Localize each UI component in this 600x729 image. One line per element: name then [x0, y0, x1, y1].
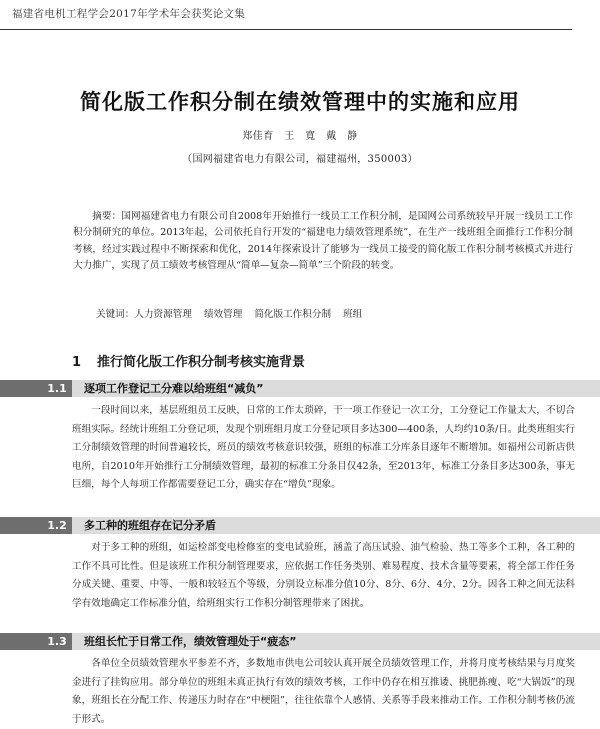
keywords-label: 关键词：	[96, 309, 135, 320]
subsection-number-block	[0, 380, 72, 397]
subsection-heading-1-3	[0, 633, 600, 650]
subsection-title: 逐项工作登记工分难以给班组“减负”	[84, 382, 264, 395]
authors: 郑佳育 王 寬 戴 静	[242, 131, 358, 142]
subsection-number: 1.1	[47, 382, 67, 395]
paragraph-1-1: 一段时间以来，基层班组员工反映，日常的工作太琐碎，干一项工作登记一次工分，工分登记工作量太大，不切合班组实际。经统计班组工分登记项，发现个别班组月度工分登记项目多达300—400条，人均约10条/日。此类班组实行工分制绩效管理的时间普遍较长，班员的绩效考核意识较强，班组的标准工分库条目逐年不断增加。如福州公司新店供电所，自2010年开始推行工分制绩效管理，最初的标准工分条目仅42条，至2013年，标准工分条目多达300条，事无巨细，每个人每项工作都需要登记工分，确实存在“增负”现象。	[72, 405, 575, 490]
running-head: 福建省电机工程学会2017年学术年会获奖论文集	[12, 8, 246, 20]
paragraph-1-3: 各单位全员绩效管理水平参差不齐，多数地市供电公司较认真开展全员绩效管理工作，并将月度考核结果与月度奖金进行了挂钩应用。部分单位的班组未真正执行有效的绩效考核，工作中仍存在相互推诿、挑肥拣瘦、吃“大锅饭”的现象，班组长在分配工作、传递压力时存在“中梗阻”，往往依靠个人感情、关系等手段来推动工作。工作积分制考核仍流于形式。	[72, 658, 575, 725]
affiliation: （国网福建省电力有限公司，福建福州，350003）	[182, 154, 418, 165]
subsection-number: 1.2	[47, 519, 67, 532]
section-number: 1	[72, 355, 82, 370]
subsection-heading-1-2	[0, 517, 600, 534]
keyword: 人力资源管理	[134, 309, 192, 320]
keywords	[96, 306, 374, 320]
header-rule	[0, 29, 572, 30]
abstract: 摘要：国网福建省电力有限公司自2008年开始推行一线员工工作积分制，是国网公司系统较早开展一线员工工作积分制研究的单位。2013年起，公司依托自行开发的“福建电力绩效管理系统”，在生产一线班组全面推行工作积分制考核，经过实践过程中不断探索和优化，2014年探索设计了能够为一线员工接受的简化版工作积分制考核模式并进行大力推广，实现了员工绩效考核管理从“简单—复杂—简单”三个阶段的转变。	[73, 211, 573, 272]
section-title: 推行简化版工作积分制考核实施背景	[97, 355, 306, 370]
keyword: 绩效管理	[203, 309, 243, 320]
subsection-heading-1-1	[0, 380, 600, 397]
keyword: 简化版工作积分制	[254, 309, 332, 320]
paper-title: 简化版工作积分制在绩效管理中的实施和应用	[80, 89, 520, 114]
paragraph-1-2: 对于多工种的班组，如运检部变电检修室的变电试验班，涵盖了高压试验、油气检验、热工等多个工种，各工种的工作不具可比性。但是该班工作积分制管理要求，应依据工作任务类别、难易程度、技术含量等要素，将全部工作任务分成关键、重要、中等、一般和较轻五个等级，分别设立标准分值10分、8分、6分、4分、2分。因各工种之间无法科学有效地确定工作标准分值，给班组实行工作积分制管理带来了困扰。	[72, 542, 575, 609]
subsection-number: 1.3	[47, 635, 67, 648]
keyword: 班组	[343, 309, 363, 320]
subsection-number-block	[0, 517, 72, 534]
section-heading	[72, 351, 305, 370]
subsection-title: 班组长忙于日常工作，绩效管理处于“疲态”	[84, 635, 297, 648]
subsection-number-block	[0, 633, 72, 650]
subsection-title: 多工种的班组存在记分矛盾	[84, 519, 216, 532]
